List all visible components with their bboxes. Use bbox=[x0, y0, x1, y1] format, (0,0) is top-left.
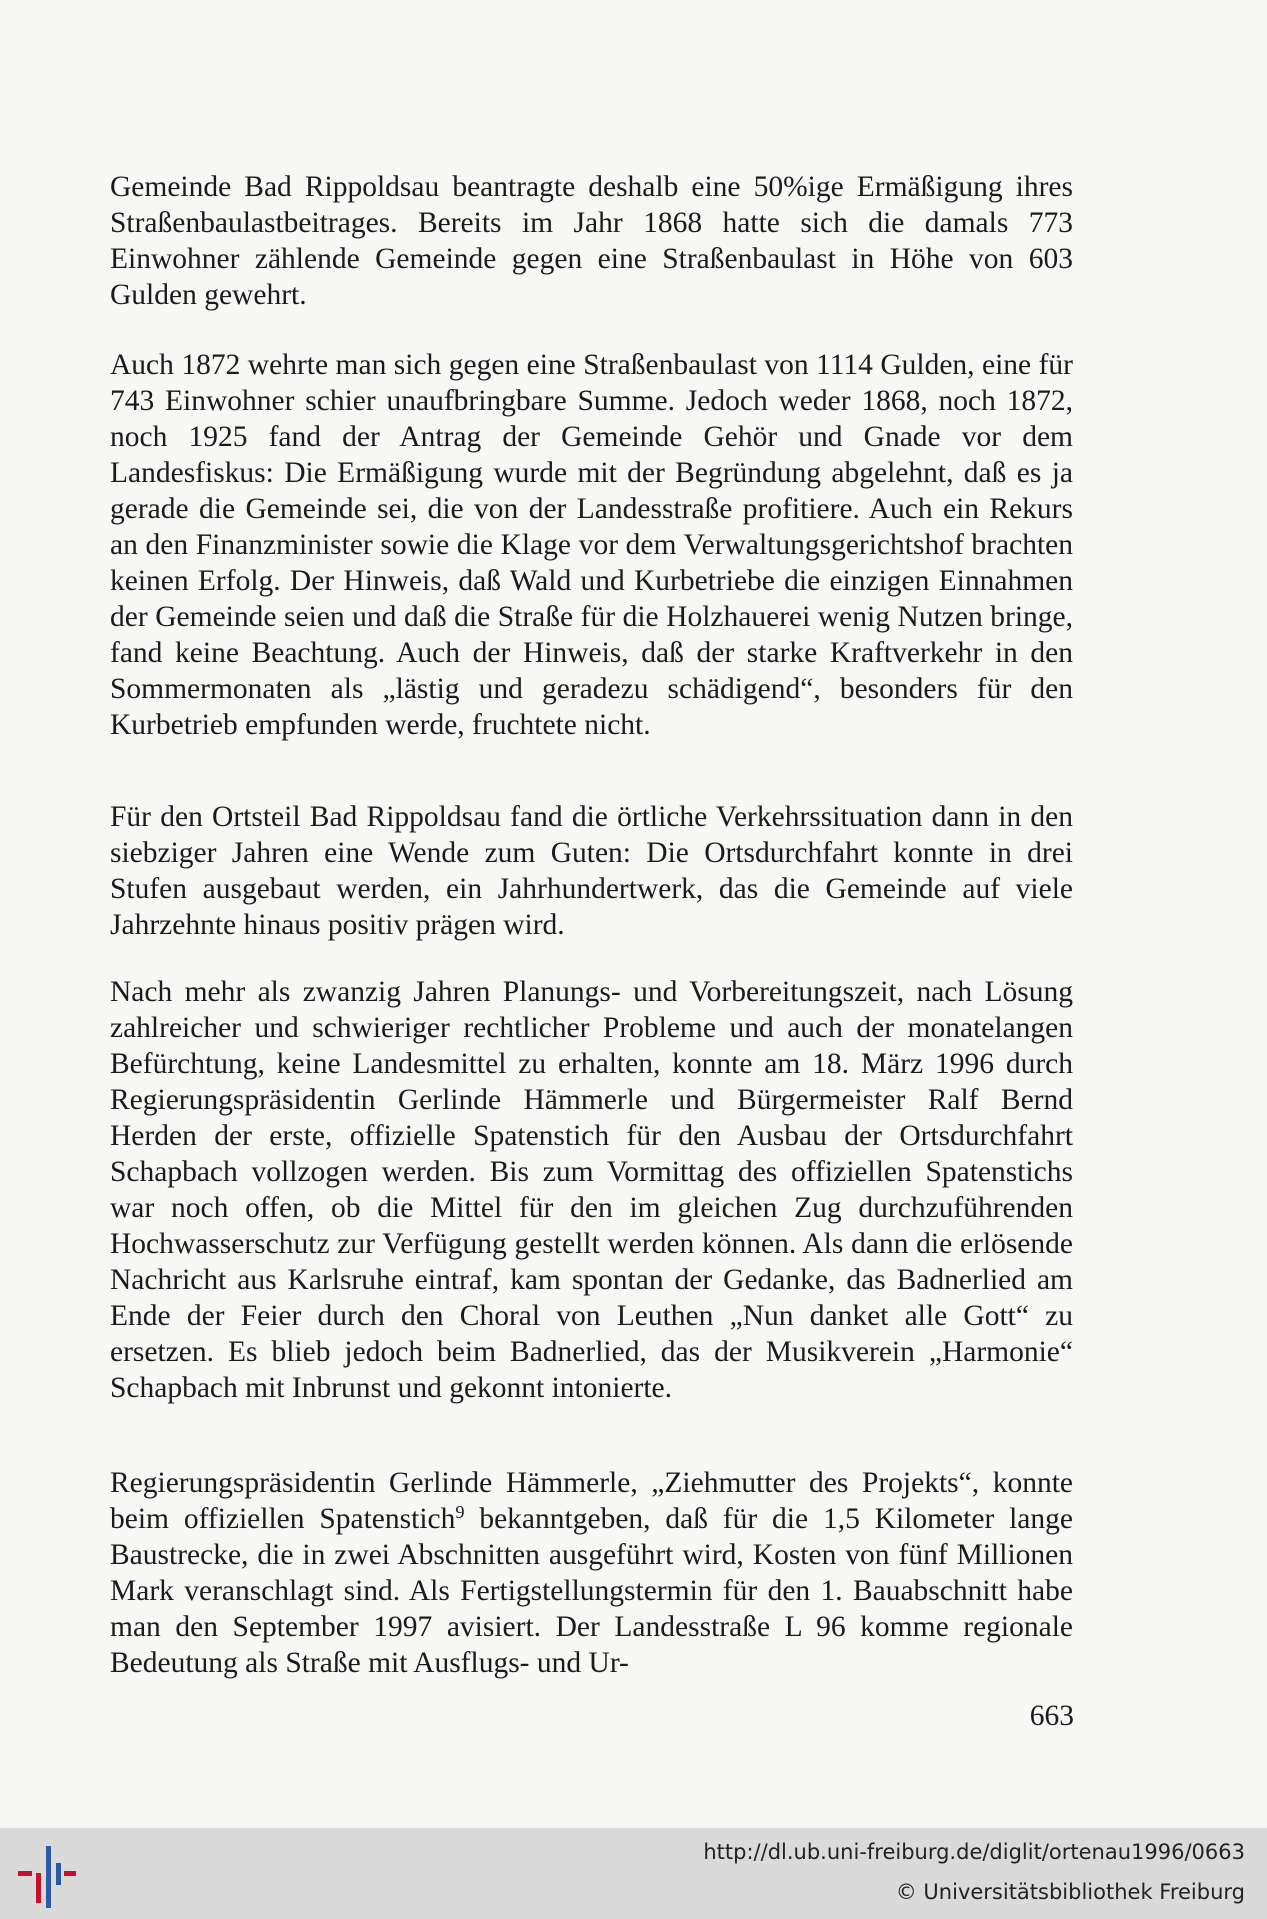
paragraph-5 bbox=[110, 1465, 1073, 1681]
paragraph-2 bbox=[110, 347, 1073, 743]
paragraph-text: Nach mehr als zwanzig Jahren Planungs- und Vorbereitungszeit, nach Lösung zahlreicher und schwieriger rechtlicher Probleme und auch der monatelangen Befürchtung, keine Landesmittel zu erhalten, konnte am 18. März 1996 durch Regierungspräsidentin Gerlinde Hämmerle und Bürgermeister Ralf Bernd Herden der erste, offizielle Spatenstich für den Ausbau der Ortsdurchfahrt Schapbach vollzogen werden. Bis zum Vormittag des offiziellen Spatenstichs war noch offen, ob die Mittel für den im gleichen Zug durchzuführenden Hochwasserschutz zur Verfügung gestellt werden können. Als dann die erlösende Nachricht aus Karlsruhe eintraf, kam spontan der Gedanke, das Badnerlied am Ende der Feier durch den Choral von Leuthen „Nun danket alle Gott“ zu ersetzen. Es blieb jedoch beim Badnerlied, das der Musikverein „Harmonie“ Schapbach mit Inbrunst und gekonnt intonierte. bbox=[110, 976, 1073, 1404]
paragraph-text: Für den Ortsteil Bad Rippoldsau fand die örtliche Verkehrssituation dann in den siebziger Jahren eine Wende zum Guten: Die Ortsdurchfahrt konnte in drei Stufen ausgebaut werden, ein Jahrhundertwerk, das die Gemeinde auf viele Jahrzehnte hinaus positiv prägen wird. bbox=[110, 801, 1073, 941]
text-before-footnote: Regierungspräsidentin Gerlinde Hämmerle, „Ziehmutter des Projekts“, konnte beim offiziellen Spatenstich bbox=[110, 1467, 1073, 1535]
source-url-link[interactable]: http://dl.ub.uni-freiburg.de/diglit/ortenau1996/0663 bbox=[703, 1840, 1245, 1864]
footnote-reference[interactable]: 9 bbox=[455, 1501, 465, 1522]
text-after-footnote: bekanntgeben, daß für die 1,5 Kilometer lange Baustrecke, die in zwei Abschnitten ausgeführt wird, Kosten von fünf Millionen Mark veranschlagt sind. Als Fertigstellungstermin für den 1. Bauabschnitt habe man den September 1997 avisiert. Der Landesstraße L 96 komme regionale Bedeutung als Straße mit Ausflugs- und Ur- bbox=[110, 1503, 1073, 1679]
page-number: 663 bbox=[1029, 1700, 1074, 1732]
paragraph-1 bbox=[110, 169, 1073, 313]
paragraph-text: Auch 1872 wehrte man sich gegen eine Straßenbaulast von 1114 Gulden, eine für 743 Einwohner schier unaufbringbare Summe. Jedoch weder 1868, noch 1872, noch 1925 fand der Antrag der Gemeinde Gehör und Gnade vor dem Landesfiskus: Die Ermäßigung wurde mit der Begründung abgelehnt, daß es ja gerade die Gemeinde sei, die von der Landesstraße profitiere. Auch ein Rekurs an den Finanzminister sowie die Klage vor dem Verwaltungsgerichtshof brachten keinen Erfolg. Der Hinweis, daß Wald und Kurbetriebe die einzigen Einnahmen der Gemeinde seien und daß die Straße für die Holzhauerei wenig Nutzen bringe, fand keine Beachtung. Auch der Hinweis, daß der starke Kraftverkehr in den Sommermonaten als „lästig und geradezu schädigend“, besonders für den Kurbetrieb empfunden werde, fruchtete nicht. bbox=[110, 349, 1073, 741]
copyright-notice: © Universitätsbibliothek Freiburg bbox=[895, 1880, 1245, 1904]
paragraph-text bbox=[110, 1465, 1073, 1681]
library-logo-icon bbox=[12, 1838, 84, 1910]
paragraph-4 bbox=[110, 974, 1073, 1406]
paragraph-3 bbox=[110, 799, 1073, 943]
paragraph-text: Gemeinde Bad Rippoldsau beantragte deshalb eine 50%ige Ermäßigung ihres Straßenbaulastbeitrages. Bereits im Jahr 1868 hatte sich die damals 773 Einwohner zählende Gemeinde gegen eine Straßenbaulast in Höhe von 603 Gulden gewehrt. bbox=[110, 171, 1073, 311]
